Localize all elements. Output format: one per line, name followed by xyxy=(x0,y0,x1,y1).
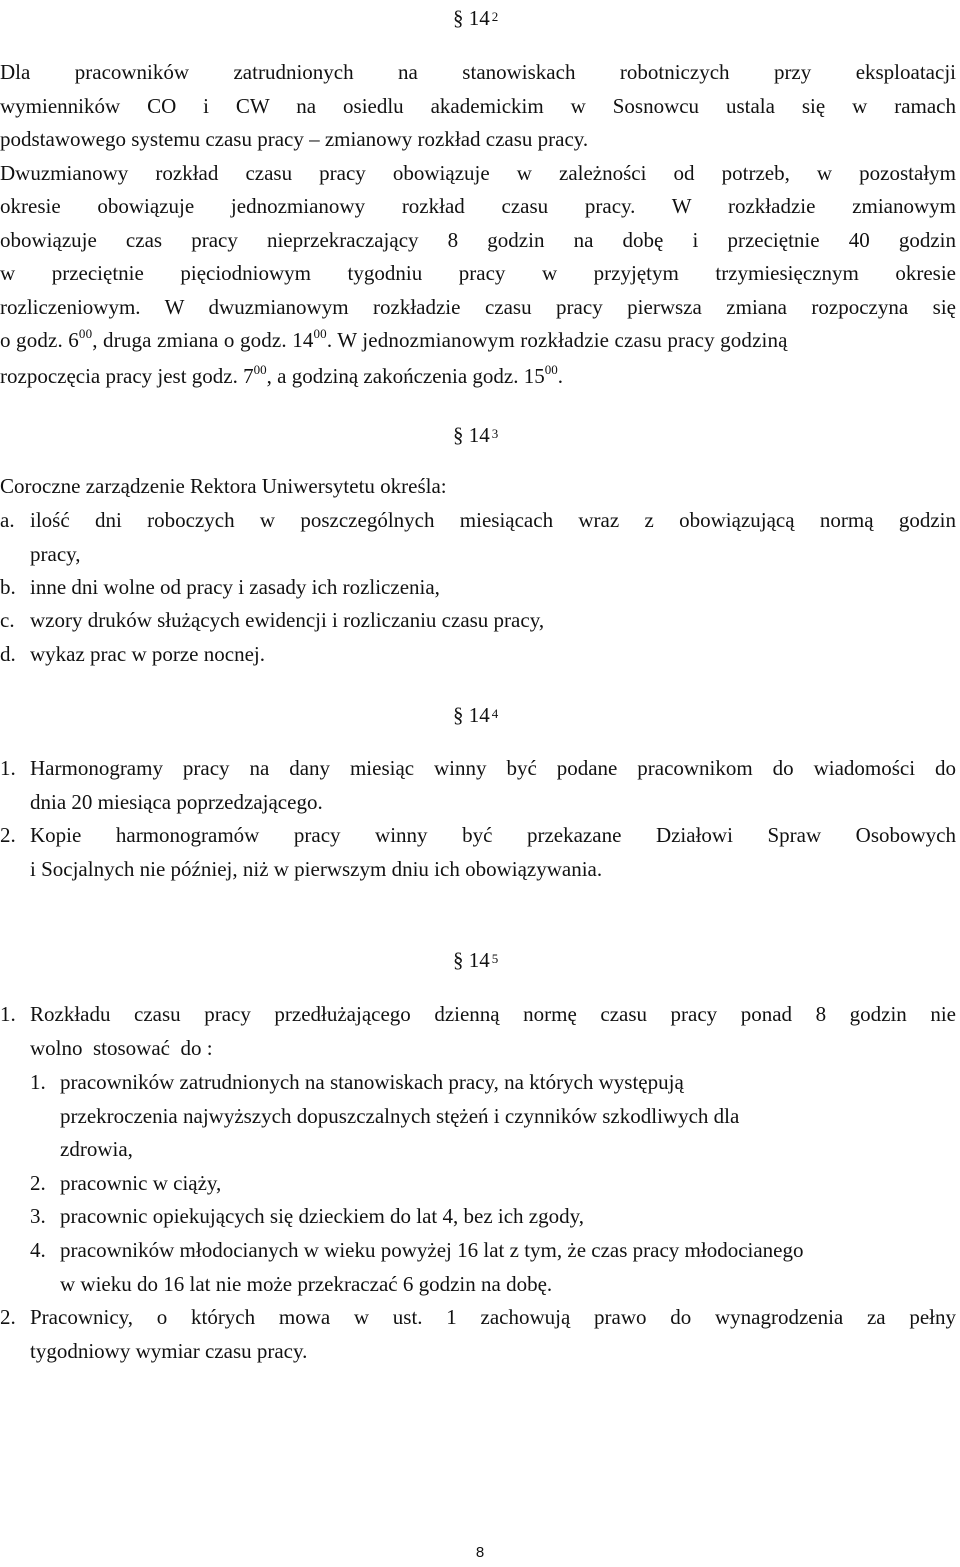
list-item-text xyxy=(30,604,956,638)
paragraph-line: rozliczeniowym. W dwuzmianowym rozkładzie czasu pracy pierwsza zmiana rozpoczyna się xyxy=(0,294,956,319)
list-item-marker: a. xyxy=(0,508,15,532)
sub-list-item-text xyxy=(60,1234,956,1301)
list-item-text xyxy=(30,752,956,819)
list-item-marker: 1. xyxy=(0,756,16,780)
paragraph-line: wymienników CO i CW na osiedlu akademickim w Sosnowcu ustala się w ramach xyxy=(0,93,956,118)
list-item-text xyxy=(30,1301,956,1368)
list-item-marker: d. xyxy=(0,642,16,666)
sub-list-item-line: pracownic opiekujących się dzieckiem do lat 4, bez ich zgody, xyxy=(60,1204,585,1228)
sub-list-item-marker: 3. xyxy=(30,1204,46,1228)
list-item-text xyxy=(30,504,956,571)
line-segment: , druga zmiana o godz. 14 xyxy=(92,328,314,352)
list-item-line: Rozkładu czasu pracy przedłużającego dzienną normę czasu pracy ponad 8 godzin nie xyxy=(30,1002,956,1026)
list-item-text xyxy=(30,571,956,605)
list-item-marker: 2. xyxy=(0,823,16,847)
section-14-2-paragraph xyxy=(0,56,956,395)
list-item-line: Harmonogramy pracy na dany miesiąc winny być podane pracownikom do wiadomości do xyxy=(30,756,956,780)
sub-list-item-marker: 2. xyxy=(30,1171,46,1195)
section-heading-text: § 14 xyxy=(453,948,490,972)
list-item-marker: c. xyxy=(0,608,15,632)
list-item-line: Pracownicy, o których mowa w ust. 1 zachowują prawo do wynagrodzenia za pełny xyxy=(30,1305,956,1329)
sub-list-item-line: zdrowia, xyxy=(60,1137,133,1161)
paragraph-line xyxy=(0,360,956,396)
section-heading-text: § 14 xyxy=(453,6,490,30)
page-number: 8 xyxy=(475,1544,485,1561)
list-item-marker: 2. xyxy=(0,1305,16,1329)
section-heading-superscript: 4 xyxy=(491,706,499,721)
section-heading-superscript: 5 xyxy=(491,951,499,966)
time-superscript: 00 xyxy=(253,361,267,377)
paragraph-line: Dwuzmianowy rozkład czasu pracy obowiązuje w zależności od potrzeb, w pozostałym xyxy=(0,160,956,185)
paragraph-line: w przeciętnie pięciodniowym tygodniu pracy w przyjętym trzymiesięcznym okresie xyxy=(0,261,956,285)
list-item-line: i Socjalnych nie później, niż w pierwszym dniu ich obowiązywania. xyxy=(30,856,603,881)
paragraph-line: Dla pracowników zatrudnionych na stanowiskach robotniczych przy eksploatacji xyxy=(0,60,956,84)
list-item-text xyxy=(30,638,956,672)
sub-list-item-line: pracownic w ciąży, xyxy=(60,1171,222,1195)
section-heading-14-3 xyxy=(453,421,498,452)
sub-list-item-marker: 1. xyxy=(30,1070,46,1094)
list-item-line: tygodniowy wymiar czasu pracy. xyxy=(30,1338,308,1363)
paragraph-line: obowiązuje czas pracy nieprzekraczający 8 godzin na dobę i przeciętnie 40 godzin xyxy=(0,227,956,252)
list-item-line: ilość dni roboczych w poszczególnych miesiącach wraz z obowiązującą normą godzin xyxy=(30,508,956,532)
sub-list-item-line: w wieku do 16 lat nie może przekraczać 6 godzin na dobę. xyxy=(60,1271,553,1296)
sub-list-item-text xyxy=(60,1167,956,1201)
list-item xyxy=(0,504,956,571)
list-item-marker: 1. xyxy=(0,1002,16,1026)
line-segment: . xyxy=(557,363,564,388)
section-heading-superscript: 3 xyxy=(491,426,499,441)
sub-list-item-text xyxy=(60,1200,956,1234)
paragraph-line: Coroczne zarządzenie Rektora Uniwersytetu określa: xyxy=(0,474,447,498)
section-heading-14-4 xyxy=(453,701,498,732)
list-item-line: wolno stosować do : xyxy=(30,1035,213,1060)
time-superscript: 00 xyxy=(78,326,93,341)
sub-list-item-line: pracowników zatrudnionych na stanowiskach pracy, na których występują xyxy=(60,1070,684,1094)
section-heading-text: § 14 xyxy=(453,423,490,447)
list-item-text xyxy=(30,819,956,886)
line-segment: rozpoczęcia pracy jest godz. 7 xyxy=(0,363,254,388)
list-item-line: dnia 20 miesiąca poprzedzającego. xyxy=(30,789,323,814)
list-item-line: wzory druków służących ewidencji i rozliczaniu czasu pracy, xyxy=(30,608,545,632)
paragraph-line xyxy=(0,324,956,360)
paragraph-line: podstawowego systemu czasu pracy – zmianowy rozkład czasu pracy. xyxy=(0,127,589,151)
list-item-line: pracy, xyxy=(30,541,81,566)
list-item-line: Kopie harmonogramów pracy winny być przekazane Działowi Spraw Osobowych xyxy=(30,823,956,847)
line-segment: , a godziną zakończenia godz. 15 xyxy=(266,363,545,388)
sub-list-item-line: pracowników młodocianych w wieku powyżej 16 lat z tym, że czas pracy młodocianego xyxy=(60,1238,804,1262)
time-superscript: 00 xyxy=(313,326,327,341)
section-heading-14-2 xyxy=(453,4,498,35)
list-item-text xyxy=(30,998,956,1065)
time-superscript: 00 xyxy=(544,361,558,377)
list-item-marker: b. xyxy=(0,575,16,599)
section-heading-text: § 14 xyxy=(453,703,490,727)
section-heading-superscript: 2 xyxy=(491,9,499,24)
section-14-3-intro xyxy=(0,470,956,504)
line-segment: o godz. 6 xyxy=(0,328,79,352)
paragraph-line: okresie obowiązuje jednozmianowy rozkład czasu pracy. W rozkładzie zmianowym xyxy=(0,194,956,218)
section-heading-14-5 xyxy=(453,946,498,977)
sub-list-item-line: przekroczenia najwyższych dopuszczalnych stężeń i czynników szkodliwych dla xyxy=(60,1103,740,1128)
list-item-line: inne dni wolne od pracy i zasady ich rozliczenia, xyxy=(30,575,440,599)
sub-list-item-marker: 4. xyxy=(30,1238,46,1262)
line-segment: . W jednozmianowym rozkładzie czasu pracy godziną xyxy=(326,328,788,352)
sub-list-item-text xyxy=(60,1066,956,1167)
list-item-line: wykaz prac w porze nocnej. xyxy=(30,642,265,666)
